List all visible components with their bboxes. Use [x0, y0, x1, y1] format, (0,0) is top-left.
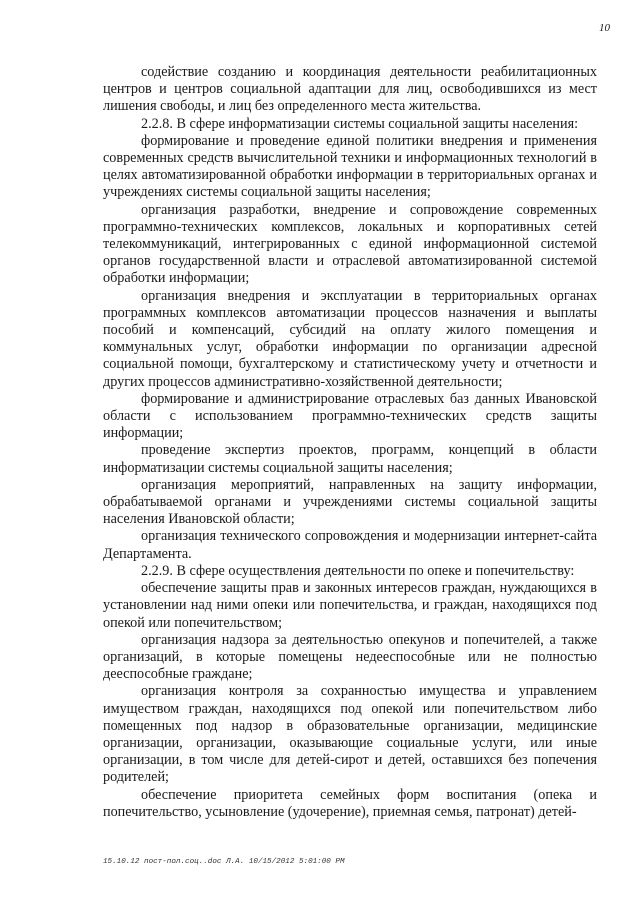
paragraph: проведение экспертиз проектов, программ, концепций в области информатизации системы социальной защиты населения;	[103, 442, 597, 476]
paragraph: формирование и проведение единой политики внедрения и применения современных средств вычислительной техники и информационных технологий в целях автоматизированной обработки информации в территориальных органах и учреждениях системы социальной защиты населения;	[103, 132, 597, 201]
paragraph: формирование и администрирование отраслевых баз данных Ивановской области с использованием программно-технических средств защиты информации;	[103, 390, 597, 442]
paragraph: содействие созданию и координация деятельности реабилитационных центров и центров социальной адаптации для лиц, освободившихся из мест лишения свободы, и лиц без определенного места жительства.	[103, 64, 597, 115]
paragraph: организация контроля за сохранностью имущества и управлением имуществом граждан, находящихся под опекой или попечительством либо помещенных под надзор в образовательные организации, медицинские организации, организации, оказывающие социальные услуги, или иные организации, в том числе для детей-сирот и детей, оставшихся без попечения родителей;	[103, 683, 597, 786]
paragraph: организация надзора за деятельностью опекунов и попечителей, а также организаций, в которые помещены недееспособные или не полностью дееспособные граждане;	[103, 631, 597, 683]
paragraph: обеспечение приоритета семейных форм воспитания (опека и попечительство, усыновление (удочерение), приемная семья, патронат) детей-	[103, 786, 597, 820]
paragraph: организация разработки, внедрение и сопровождение современных программно-технических комплексов, локальных и корпоративных сетей телекоммуникаций, интегрированных с единой информационной системой органов государственной власти и отраслевой автоматизированной системой обработки информации;	[103, 201, 597, 287]
paragraph: организация технического сопровождения и модернизации интернет-сайта Департамента.	[103, 528, 597, 562]
paragraph: организация мероприятий, направленных на защиту информации, обрабатываемой органами и учреждениями системы социальной защиты населения Ивановской области;	[103, 476, 597, 528]
paragraph: обеспечение защиты прав и законных интересов граждан, нуждающихся в установлении над ними опеки или попечительства, и граждан, находящихся под опекой или попечительством;	[103, 580, 597, 631]
section-heading-2-2-9: 2.2.9. В сфере осуществления деятельности по опеке и попечительству:	[141, 562, 575, 579]
section-heading-2-2-8: 2.2.8. В сфере информатизации системы социальной защиты населения:	[141, 115, 579, 132]
paragraph: организация внедрения и эксплуатации в территориальных органах программных комплексов автоматизации процессов назначения и выплаты пособий и компенсаций, субсидий на оплату жилого помещения и коммунальных услуг, обработки информации по организации адресной социальной помощи, бухгалтерскому и статистическому учету и отчетности и других процессов административно-хозяйственной деятельности;	[103, 287, 597, 390]
document-footer: 15.10.12 пост-пол.соц..doc Л.А. 10/15/2012 5:01:00 PM	[103, 858, 345, 866]
page-number: 10	[599, 22, 610, 34]
document-body	[103, 64, 597, 821]
